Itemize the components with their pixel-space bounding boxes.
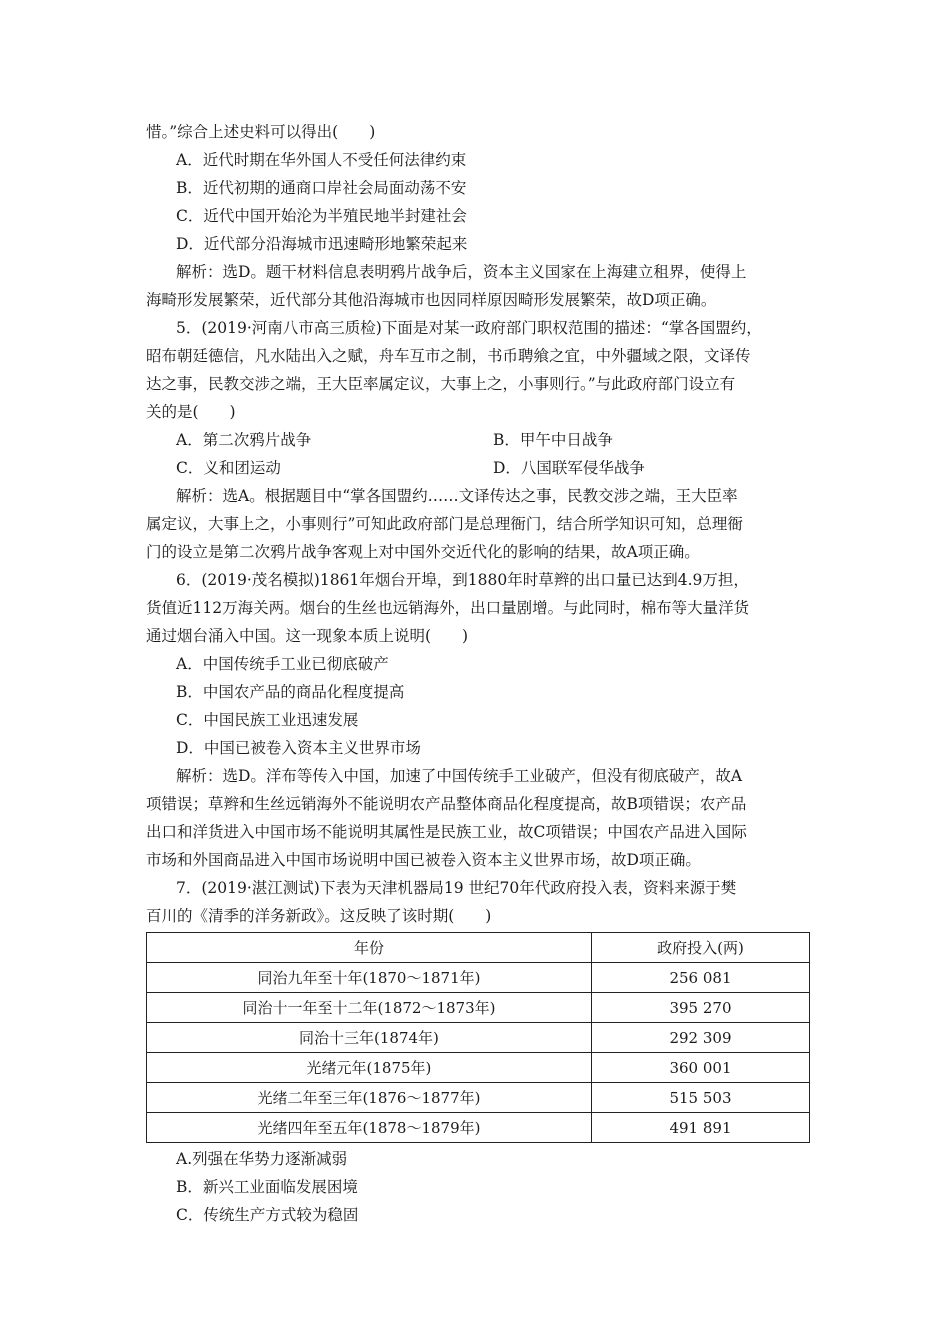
q5-option-a: A．第二次鸦片战争	[176, 431, 312, 449]
table-row	[147, 1113, 810, 1143]
q7-option-b: B．新兴工业面临发展困境	[176, 1178, 358, 1196]
q6-stem-line: 货值近112万海关两。烟台的生丝也远销海外，出口量剧增。与此同时，棉布等大量洋货	[146, 599, 750, 617]
table-row	[147, 963, 810, 993]
q6-option-c: C．中国民族工业迅速发展	[176, 711, 359, 729]
table-row	[147, 1023, 810, 1053]
q5-stem-line: 5．(2019·河南八市高三质检)下面是对某一政府部门职权范围的描述：“掌各国盟约，	[176, 319, 762, 337]
q7-stem-line: 7．(2019·湛江测试)下表为天津机器局19 世纪70年代政府投入表，资料来源于樊	[176, 879, 737, 897]
q4-option-b: B．近代初期的通商口岸社会局面动荡不安	[176, 179, 467, 197]
investment-table	[146, 932, 810, 1143]
q5-stem-line: 昭布朝廷德信，凡水陆出入之赋，舟车互市之制，书币聘飨之宜，中外疆域之限，文译传	[146, 347, 751, 365]
table-cell-year: 同治十三年(1874年)	[147, 1023, 592, 1053]
q5-stem-line: 达之事，民教交涉之端，王大臣率属定议，大事上之，小事则行。”与此政府部门设立有	[146, 375, 736, 393]
table-cell-year: 光绪四年至五年(1878～1879年)	[147, 1113, 592, 1143]
q5-stem-line: 关的是( )	[146, 403, 236, 421]
q4-analysis-line: 海畸形发展繁荣，近代部分其他沿海城市也因同样原因畸形发展繁荣，故D项正确。	[146, 291, 717, 309]
q5-options-row-1	[146, 426, 810, 454]
table-header-row	[147, 933, 810, 963]
q7-option-a: A.列强在华势力逐渐减弱	[176, 1150, 348, 1168]
q7-stem-line: 百川的《清季的洋务新政》。这反映了该时期( )	[146, 907, 492, 925]
q5-analysis-line: 门的设立是第二次鸦片战争客观上对中国外交近代化的影响的结果，故A项正确。	[146, 543, 700, 561]
q5-option-c: C．义和团运动	[176, 459, 281, 477]
table-cell-year: 光绪二年至三年(1876～1877年)	[147, 1083, 592, 1113]
table-cell-investment: 292 309	[591, 1023, 809, 1053]
table-row	[147, 1083, 810, 1113]
table-cell-investment: 515 503	[591, 1083, 809, 1113]
q5-analysis-line: 属定议，大事上之，小事则行”可知此政府部门是总理衙门，结合所学知识可知，总理衙	[146, 515, 743, 533]
q7-option-c: C．传统生产方式较为稳固	[176, 1206, 359, 1224]
q4-option-c: C．近代中国开始沦为半殖民地半封建社会	[176, 207, 467, 225]
table-cell-investment: 491 891	[591, 1113, 809, 1143]
table-row	[147, 993, 810, 1023]
q6-option-a: A．中国传统手工业已彻底破产	[176, 655, 389, 673]
table-cell-investment: 360 001	[591, 1053, 809, 1083]
q6-analysis-line: 市场和外国商品进入中国市场说明中国已被卷入资本主义世界市场，故D项正确。	[146, 851, 701, 869]
q5-analysis-line: 解析：选A。根据题目中“掌各国盟约……文译传达之事，民教交涉之端，王大臣率	[176, 487, 738, 505]
q5-options-row-2	[146, 454, 810, 482]
q6-analysis-line: 项错误；草辫和生丝远销海外不能说明农产品整体商品化程度提高，故B项错误；农产品	[146, 795, 747, 813]
q4-analysis-line: 解析：选D。题干材料信息表明鸦片战争后，资本主义国家在上海建立租界，使得上	[176, 263, 747, 281]
q6-option-d: D．中国已被卷入资本主义世界市场	[176, 739, 421, 757]
q6-stem-line: 6．(2019·茂名模拟)1861年烟台开埠，到1880年时草辫的出口量已达到4.9万担，	[176, 571, 749, 589]
table-cell-investment: 395 270	[591, 993, 809, 1023]
table-cell-investment: 256 081	[591, 963, 809, 993]
q6-analysis-line: 解析：选D。洋布等传入中国，加速了中国传统手工业破产，但没有彻底破产，故A	[176, 767, 743, 785]
q6-option-b: B．中国农产品的商品化程度提高	[176, 683, 405, 701]
table-cell-year: 光绪元年(1875年)	[147, 1053, 592, 1083]
q6-stem-line: 通过烟台涌入中国。这一现象本质上说明( )	[146, 627, 469, 645]
q5-option-d: D．八国联军侵华战争	[493, 459, 645, 477]
table-header-investment: 政府投入(两)	[591, 933, 809, 963]
table-cell-year: 同治九年至十年(1870～1871年)	[147, 963, 592, 993]
q4-option-a: A．近代时期在华外国人不受任何法律约束	[176, 151, 467, 169]
q6-analysis-line: 出口和洋货进入中国市场不能说明其属性是民族工业，故C项错误；中国农产品进入国际	[146, 823, 747, 841]
q4-option-d: D．近代部分沿海城市迅速畸形地繁荣起来	[176, 235, 468, 253]
table-header-year: 年份	[147, 933, 592, 963]
table-row	[147, 1053, 810, 1083]
question-4-stem-tail: 惜。”综合上述史料可以得出( )	[146, 123, 376, 141]
document-page	[146, 118, 810, 1229]
q5-option-b: B．甲午中日战争	[493, 431, 613, 449]
table-cell-year: 同治十一年至十二年(1872～1873年)	[147, 993, 592, 1023]
